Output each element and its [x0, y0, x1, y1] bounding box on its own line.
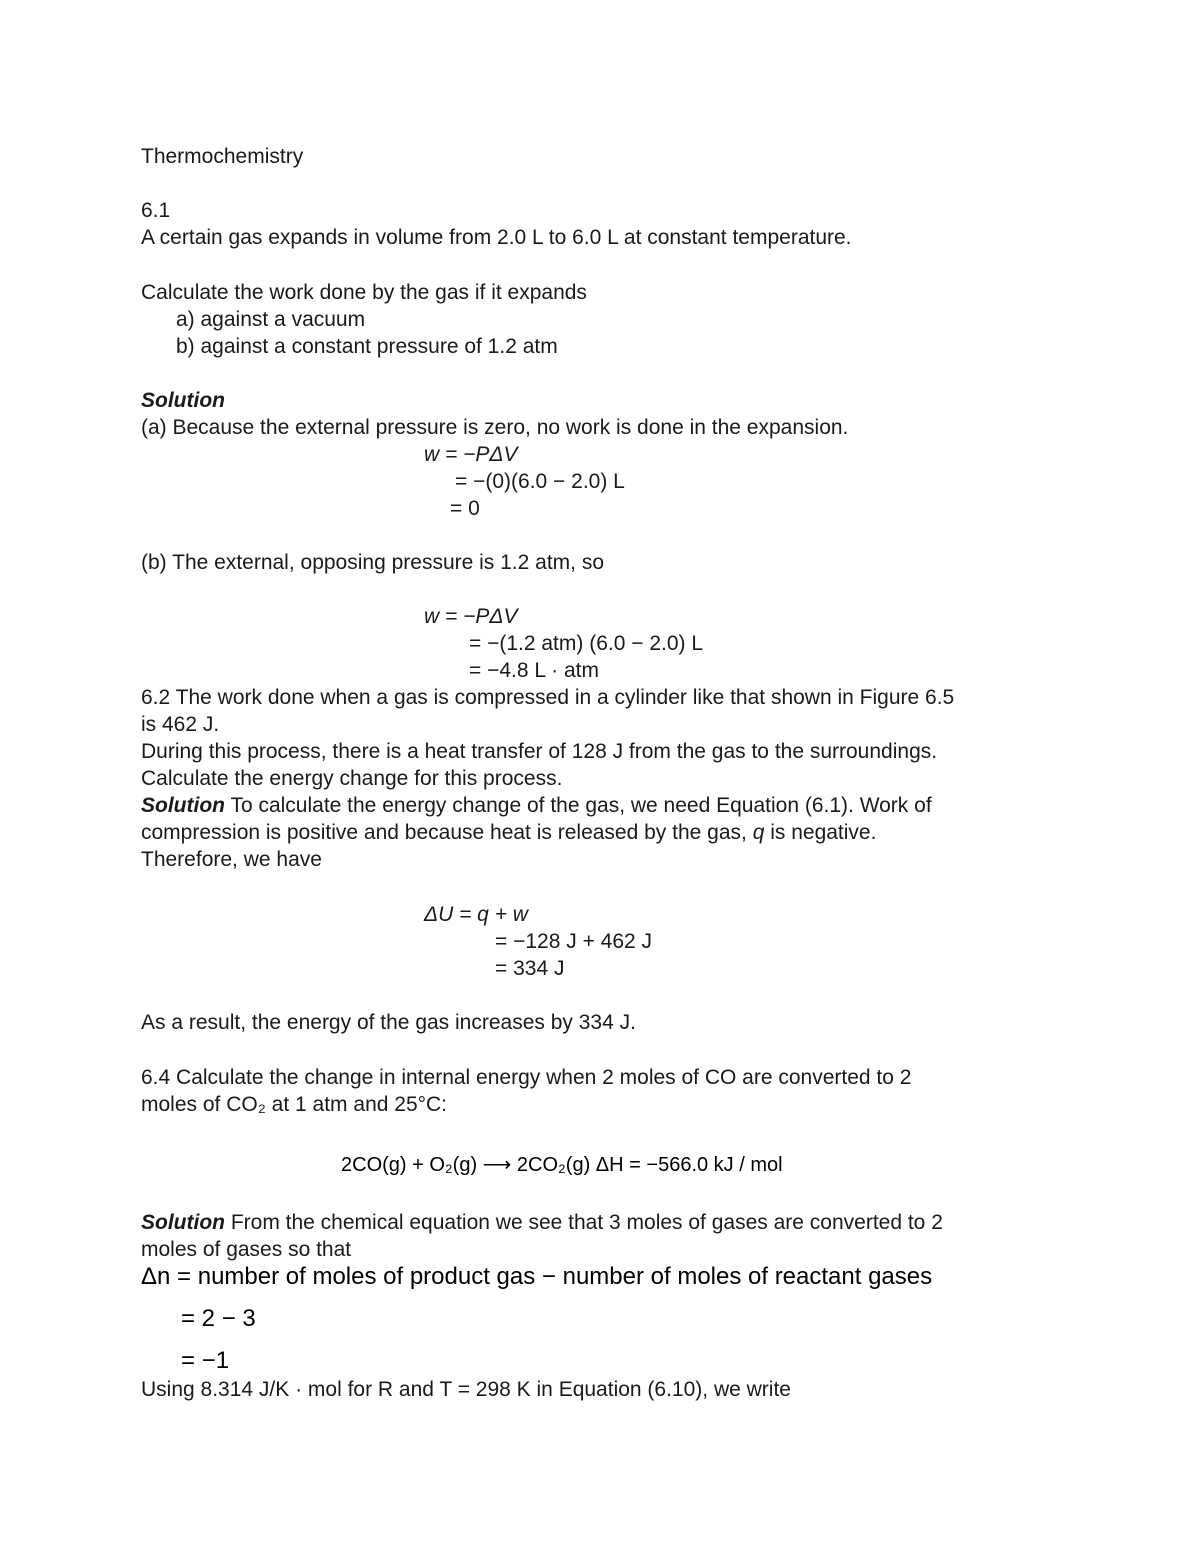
- delta-n-equation: = −1: [181, 1347, 230, 1374]
- equation-line: w = −PΔV: [424, 605, 518, 628]
- solution-heading: Solution: [141, 1211, 225, 1234]
- problem-text: 6.2 The work done when a gas is compressed in a cylinder like that shown in Figure 6.5: [141, 686, 955, 709]
- solution-line: [141, 1209, 943, 1236]
- solution-line: [141, 819, 876, 846]
- equation-line: = −(1.2 atm) (6.0 − 2.0) L: [469, 632, 704, 655]
- equation-line: = −(0)(6.0 − 2.0) L: [455, 470, 625, 493]
- problem-text: Calculate the energy change for this process.: [141, 767, 563, 790]
- equation-line: = −128 J + 462 J: [495, 930, 653, 953]
- solution-text: Therefore, we have: [141, 848, 322, 871]
- solution-text: moles of gases so that: [141, 1238, 352, 1261]
- equation-line: = 0: [450, 497, 480, 520]
- problem-text: moles of CO₂ at 1 atm and 25°C:: [141, 1093, 448, 1116]
- delta-n-equation: = 2 − 3: [181, 1305, 256, 1332]
- solution-heading: Solution: [141, 389, 225, 412]
- problem-text: Calculate the work done by the gas if it expands: [141, 281, 587, 304]
- problem-text: 6.4 Calculate the change in internal energy when 2 moles of CO are converted to 2: [141, 1066, 912, 1089]
- equation-line: w = −PΔV: [424, 443, 518, 466]
- solution-text: From the chemical equation we see that 3 moles of gases are converted to 2: [224, 1211, 943, 1234]
- equation-line: ΔU = q + w: [424, 903, 528, 926]
- result-text: As a result, the energy of the gas increases by 334 J.: [141, 1011, 636, 1034]
- reaction-equation: 2CO(g) + O₂(g) ⟶ 2CO₂(g) ΔH = −566.0 kJ / mol: [341, 1154, 783, 1176]
- list-item: a) against a vacuum: [176, 308, 366, 331]
- equation-line: = 334 J: [495, 957, 565, 980]
- solution-heading: Solution: [141, 794, 225, 817]
- variable-q: q: [752, 821, 765, 844]
- problem-number: 6.1: [141, 199, 171, 222]
- solution-text: Using 8.314 J/K · mol for R and T = 298 K in Equation (6.10), we write: [141, 1378, 791, 1401]
- delta-n-equation: Δn = number of moles of product gas − number of moles of reactant gases: [141, 1263, 933, 1290]
- solution-text: To calculate the energy change of the gas, we need Equation (6.1). Work of: [224, 794, 932, 817]
- solution-text: compression is positive and because heat is released by the gas,: [141, 821, 753, 844]
- equation-line: = −4.8 L · atm: [469, 659, 599, 682]
- solution-text: (b) The external, opposing pressure is 1.2 atm, so: [141, 551, 605, 574]
- list-item: b) against a constant pressure of 1.2 atm: [176, 335, 558, 358]
- problem-text: is 462 J.: [141, 713, 220, 736]
- solution-text: (a) Because the external pressure is zero, no work is done in the expansion.: [141, 416, 849, 439]
- solution-text: is negative.: [764, 821, 877, 844]
- solution-line: [141, 792, 932, 819]
- problem-text: During this process, there is a heat transfer of 128 J from the gas to the surroundings.: [141, 740, 938, 763]
- document-title: Thermochemistry: [141, 145, 304, 168]
- problem-text: A certain gas expands in volume from 2.0 L to 6.0 L at constant temperature.: [141, 226, 852, 249]
